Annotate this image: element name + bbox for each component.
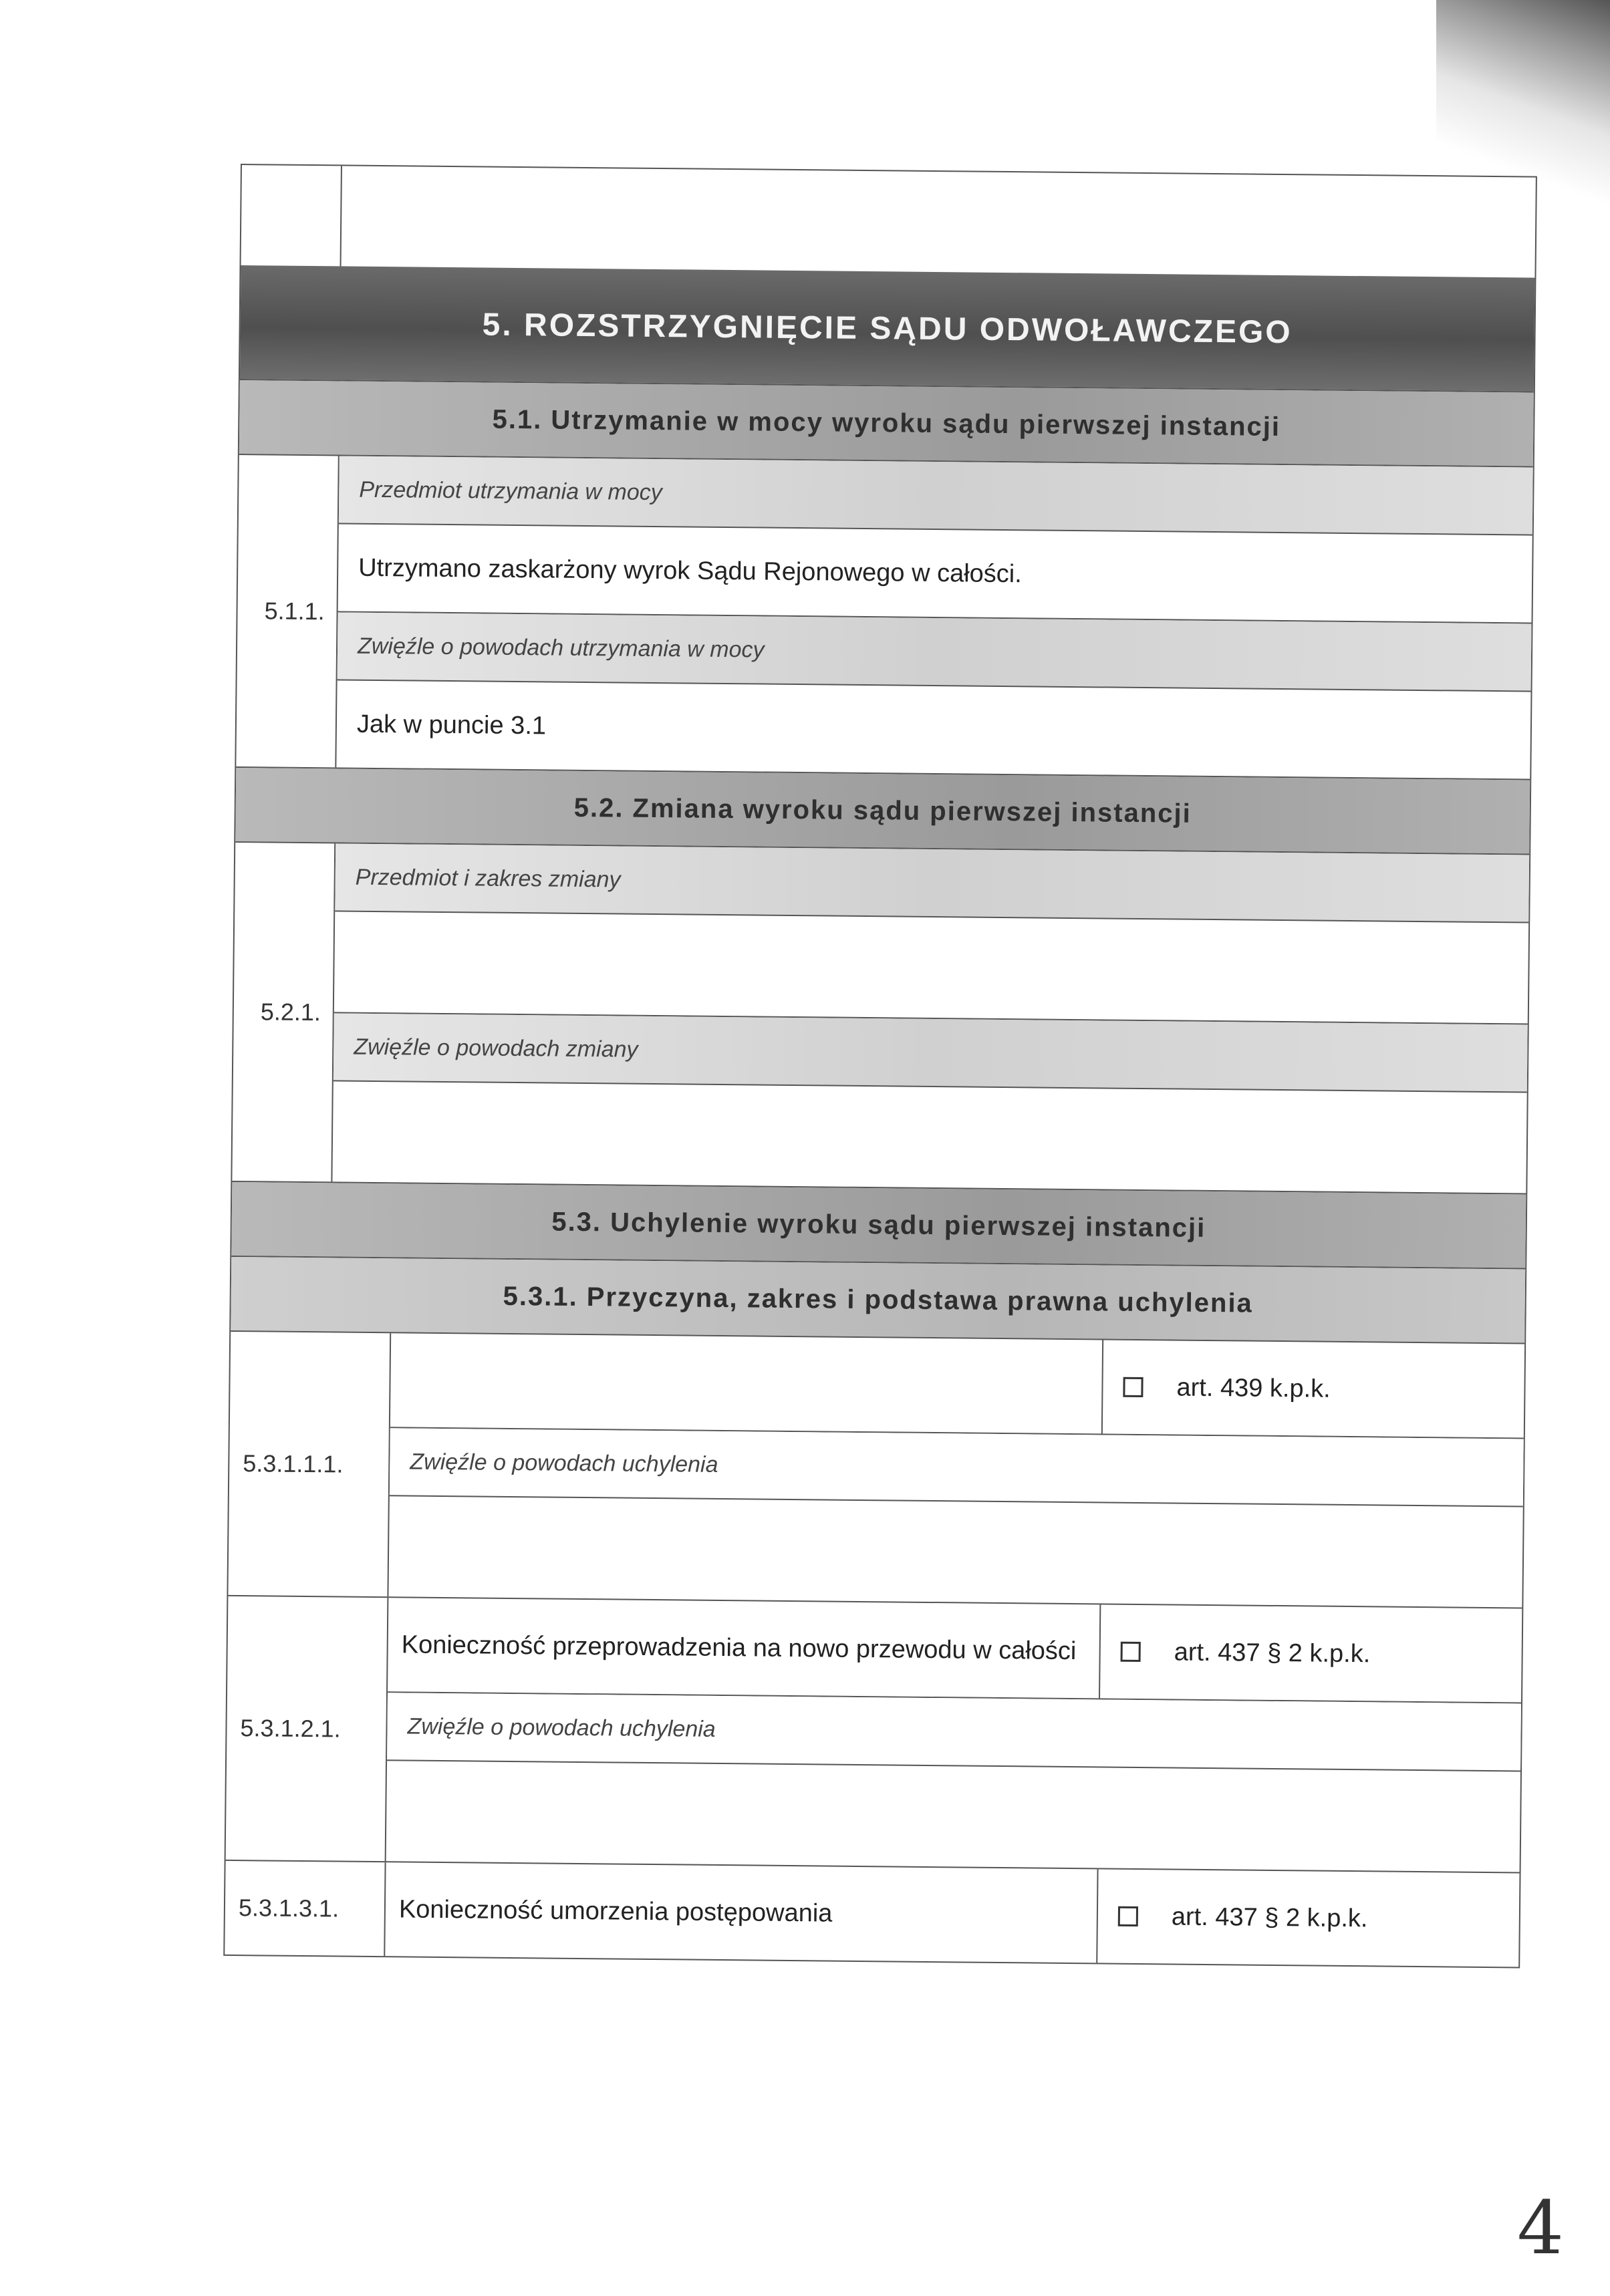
article-checkbox[interactable] [1123,1377,1143,1397]
article-cell [1097,1869,1519,1967]
row-content [336,456,1532,778]
article-checkbox[interactable] [1118,1906,1138,1926]
field-value: Utrzymano zaskarżony wyrok Sądu Rejonowego w całości. [338,524,1532,623]
article-label: art. 437 § 2 k.p.k. [1174,1638,1371,1668]
section-5-3-1-3-1-row [225,1861,1519,1967]
reason-with-article [385,1862,1519,1967]
row-number: 5.3.1.1.1. [228,1332,391,1596]
field-value-empty [332,1081,1526,1193]
field-label: Zwięźle o powodach utrzymania w mocy [338,612,1532,692]
section-5-1-1-row [236,455,1532,780]
article-cell [1103,1340,1524,1437]
top-blank-row [241,165,1536,278]
handwritten-page-number: 4 [1517,2185,1564,2271]
reason-text: Konieczność umorzenia postępowania [385,1862,1098,1963]
reason-text: Konieczność przeprowadzenia na nowo przewodu w całości [388,1598,1101,1698]
article-label: art. 439 k.p.k. [1176,1373,1331,1403]
field-label: Zwięźle o powodach uchylenia [390,1428,1524,1507]
field-value-empty [388,1496,1522,1607]
article-label: art. 437 § 2 k.p.k. [1171,1902,1368,1932]
row-number: 5.1.1. [236,455,339,767]
field-value-empty [334,911,1528,1024]
top-blank-number-cell [241,165,342,266]
reason-with-article [390,1333,1524,1439]
top-blank-content-cell [342,166,1536,277]
row-content [388,1333,1524,1607]
row-number: 5.3.1.2.1. [226,1596,389,1861]
row-content [332,843,1529,1193]
section-5-1-heading: 5.1. Utrzymanie w mocy wyroku sądu pierwszej instancji [239,380,1534,468]
appeal-decision-form [223,164,1537,1968]
reason-text-empty [390,1333,1103,1433]
section-5-2-heading: 5.2. Zmiana wyroku sądu pierwszej instancji [235,768,1530,855]
field-value: Jak w puncie 3.1 [356,710,547,740]
field-label: Przedmiot utrzymania w mocy [339,456,1533,535]
field-label: Zwięźle o powodach uchylenia [387,1693,1521,1771]
row-content [386,1598,1522,1872]
article-checkbox[interactable] [1121,1642,1141,1662]
field-label: Przedmiot i zakres zmiany [335,843,1529,923]
field-label: Zwięźle o powodach zmiany [333,1013,1528,1093]
reason-with-article [388,1598,1522,1703]
section-5-3-1-heading: 5.3.1. Przyczyna, zakres i podstawa prawna uchylenia [231,1257,1525,1344]
row-content [385,1862,1519,1967]
article-cell [1100,1604,1522,1702]
row-number: 5.2.1. [232,843,336,1181]
section-5-2-1-row [232,843,1529,1195]
row-number: 5.3.1.3.1. [225,1861,386,1956]
section-5-3-1-1-1-row [228,1332,1524,1609]
field-value-empty [386,1761,1520,1872]
section-5-header: 5. ROZSTRZYGNIĘCIE SĄDU ODWOŁAWCZEGO [240,265,1535,393]
section-5-3-1-2-1-row [226,1596,1522,1874]
section-5-3-heading: 5.3. Uchylenie wyroku sądu pierwszej instancji [231,1182,1526,1270]
